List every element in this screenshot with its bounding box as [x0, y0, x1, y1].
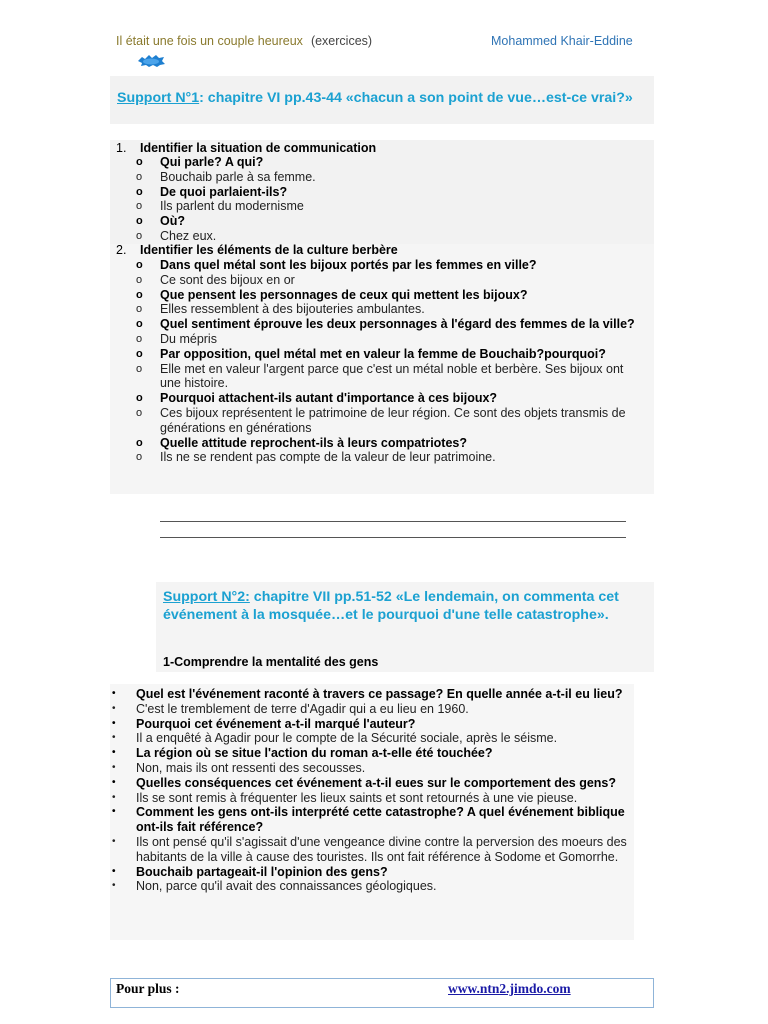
support2-subtitle: 1-Comprendre la mentalité des gens: [163, 655, 379, 669]
circle-bullet-icon: o: [136, 392, 143, 405]
separator-line: [160, 537, 626, 538]
circle-bullet-icon: o: [136, 347, 143, 360]
bullet-icon: •: [112, 791, 116, 803]
support2-title: chapitre VII pp.51-52 «Le lendemain, on commenta cet événement à la mosquée…et le pourquoi d'une telle catastrophe».: [163, 589, 619, 623]
answer-item: [110, 879, 634, 894]
circle-bullet-icon: o: [136, 362, 143, 375]
question-item: [110, 717, 634, 732]
starburst-icon: [136, 54, 166, 68]
question-text: Quel est l'événement raconté à travers ce passage? En quelle année a-t-il eu lieu?: [136, 687, 623, 701]
answer-item: [136, 450, 636, 465]
circle-bullet-icon: o: [136, 170, 143, 183]
bullet-icon: •: [112, 732, 116, 744]
question-text: Qui parle? A qui?: [160, 155, 264, 169]
bullet-icon: •: [112, 880, 116, 892]
answer-item: [110, 761, 634, 776]
support1-heading: [117, 90, 645, 106]
circle-bullet-icon: o: [136, 318, 143, 331]
question-item: [136, 436, 636, 451]
question-text: Par opposition, quel métal met en valeur la femme de Bouchaib?pourquoi?: [160, 346, 606, 361]
circle-bullet-icon: o: [136, 259, 143, 271]
section1-number: 1.: [116, 141, 127, 155]
circle-bullet-icon: o: [136, 185, 143, 198]
answer-item: [136, 170, 636, 185]
bullet-icon: •: [112, 717, 116, 729]
question-text: La région où se situe l'action du roman a-t-elle été touchée?: [136, 746, 493, 761]
question-text: Bouchaib partageait-il l'opinion des gens?: [136, 864, 388, 879]
circle-bullet-icon: o: [136, 303, 143, 316]
question-text: Quelles conséquences cet événement a-t-il eues sur le comportement des gens?: [136, 775, 617, 790]
answer-text: Ces bijoux représentent le patrimoine de leur région. Ce sont des objets transmis de générations en générations: [160, 405, 626, 435]
bullet-icon: •: [112, 702, 116, 714]
answer-text: Bouchaib parle à sa femme.: [160, 169, 316, 184]
document-title: [116, 34, 372, 48]
answer-item: [110, 791, 634, 806]
answer-item: [136, 199, 636, 214]
section1-heading: [116, 141, 616, 156]
circle-bullet-icon: o: [136, 436, 143, 449]
question-text: Pourquoi attachent-ils autant d'importance à ces bijoux?: [160, 391, 498, 406]
bullet-icon: •: [112, 835, 116, 847]
bullet-icon: •: [112, 688, 116, 699]
bullet-icon: •: [112, 776, 116, 788]
circle-bullet-icon: o: [136, 229, 143, 242]
answer-text: Il a enquêté à Agadir pour le compte de la Sécurité sociale, après le séisme.: [136, 731, 558, 746]
answer-text: Chez eux.: [160, 228, 217, 243]
footer-box: [110, 978, 654, 1008]
question-item: [110, 746, 634, 761]
circle-bullet-icon: o: [136, 273, 143, 286]
bullet-icon: •: [112, 865, 116, 877]
footer-link[interactable]: www.ntn2.jimdo.com: [448, 981, 571, 996]
section2-number: 2.: [116, 243, 127, 257]
question-text: Comment les gens ont-ils interprété cette catastrophe? A quel événement biblique ont-ils fait référence?: [136, 805, 625, 835]
question-item: [136, 391, 636, 406]
answer-item: [136, 406, 636, 436]
answer-text: Ils ne se rendent pas compte de la valeur de leur patrimoine.: [160, 450, 496, 465]
answer-text: Elles ressemblent à des bijouteries ambulantes.: [160, 302, 425, 317]
footer-label: Pour plus :: [116, 981, 180, 996]
answer-text: Ils parlent du modernisme: [160, 199, 304, 214]
answer-item: [136, 273, 636, 288]
section1-title: Identifier la situation de communication: [140, 141, 377, 155]
question-item: [136, 185, 636, 200]
support2-link[interactable]: Support N°2:: [163, 589, 250, 605]
question-text: De quoi parlaient-ils?: [160, 184, 288, 199]
answer-item: [110, 731, 634, 746]
circle-bullet-icon: o: [136, 200, 143, 213]
bullet-icon: •: [112, 747, 116, 759]
answer-item: [110, 702, 634, 717]
section1-list: [136, 155, 636, 244]
question-text: Quelle attitude reprochent-ils à leurs compatriotes?: [160, 435, 468, 450]
circle-bullet-icon: o: [136, 156, 143, 168]
question-text: Où?: [160, 214, 185, 229]
answer-item: [136, 362, 636, 392]
answer-text: Ils ont pensé qu'il s'agissait d'une vengeance divine contre la perversion des moeurs des habitants de la ville à cause des touristes. Ils ont fait référence à Sodome et Gomorrhe.: [136, 834, 627, 864]
support1-link[interactable]: Support N°1: [117, 90, 200, 106]
circle-bullet-icon: o: [136, 451, 143, 464]
answer-text: Ce sont des bijoux en or: [160, 272, 295, 287]
question-item: [110, 687, 634, 702]
section3-list: [110, 687, 634, 894]
answer-text: Non, parce qu'il avait des connaissances géologiques.: [136, 879, 437, 894]
answer-text: Non, mais ils ont ressenti des secousses.: [136, 760, 366, 775]
question-text: Que pensent les personnages de ceux qui mettent les bijoux?: [160, 287, 528, 302]
question-text: Pourquoi cet événement a-t-il marqué l'auteur?: [136, 716, 416, 731]
question-item: [110, 776, 634, 791]
answer-item: [136, 229, 636, 244]
circle-bullet-icon: o: [136, 332, 143, 345]
question-item: [136, 214, 636, 229]
circle-bullet-icon: o: [136, 288, 143, 301]
document-title-text: Il était une fois un couple heureux: [116, 34, 303, 48]
question-item: [110, 865, 634, 880]
answer-item: [136, 332, 636, 347]
question-item: [136, 288, 636, 303]
section2-heading: [116, 243, 616, 258]
bullet-icon: •: [112, 806, 116, 818]
document-subtitle: (exercices): [310, 34, 373, 48]
answer-item: [136, 302, 636, 317]
bullet-icon: •: [112, 761, 116, 773]
question-item: [110, 805, 634, 835]
answer-text: Du mépris: [160, 331, 217, 346]
question-item: [136, 317, 636, 332]
support1-title: : chapitre VI pp.43-44 «chacun a son point de vue…est-ce vrai?»: [199, 90, 633, 106]
question-item: [136, 258, 636, 273]
question-item: [136, 347, 636, 362]
circle-bullet-icon: o: [136, 215, 143, 228]
answer-item: [110, 835, 634, 865]
answer-text: C'est le tremblement de terre d'Agadir qui a eu lieu en 1960.: [136, 701, 469, 716]
section2-list: [136, 258, 636, 465]
question-item: [136, 155, 636, 170]
support2-heading: [163, 588, 643, 624]
question-text: Quel sentiment éprouve les deux personnages à l'égard des femmes de la ville?: [160, 317, 635, 332]
circle-bullet-icon: o: [136, 406, 143, 419]
answer-text: Elle met en valeur l'argent parce que c'est un métal noble et berbère. Ses bijoux ont une histoire.: [160, 361, 624, 391]
section2-title: Identifier les éléments de la culture berbère: [140, 243, 398, 257]
author-name: Mohammed Khair-Eddine: [491, 34, 633, 48]
question-text: Dans quel métal sont les bijoux portés par les femmes en ville?: [160, 258, 537, 272]
separator-line: [160, 521, 626, 522]
answer-text: Ils se sont remis à fréquenter les lieux saints et sont retournés à une vie pieuse.: [136, 790, 578, 805]
